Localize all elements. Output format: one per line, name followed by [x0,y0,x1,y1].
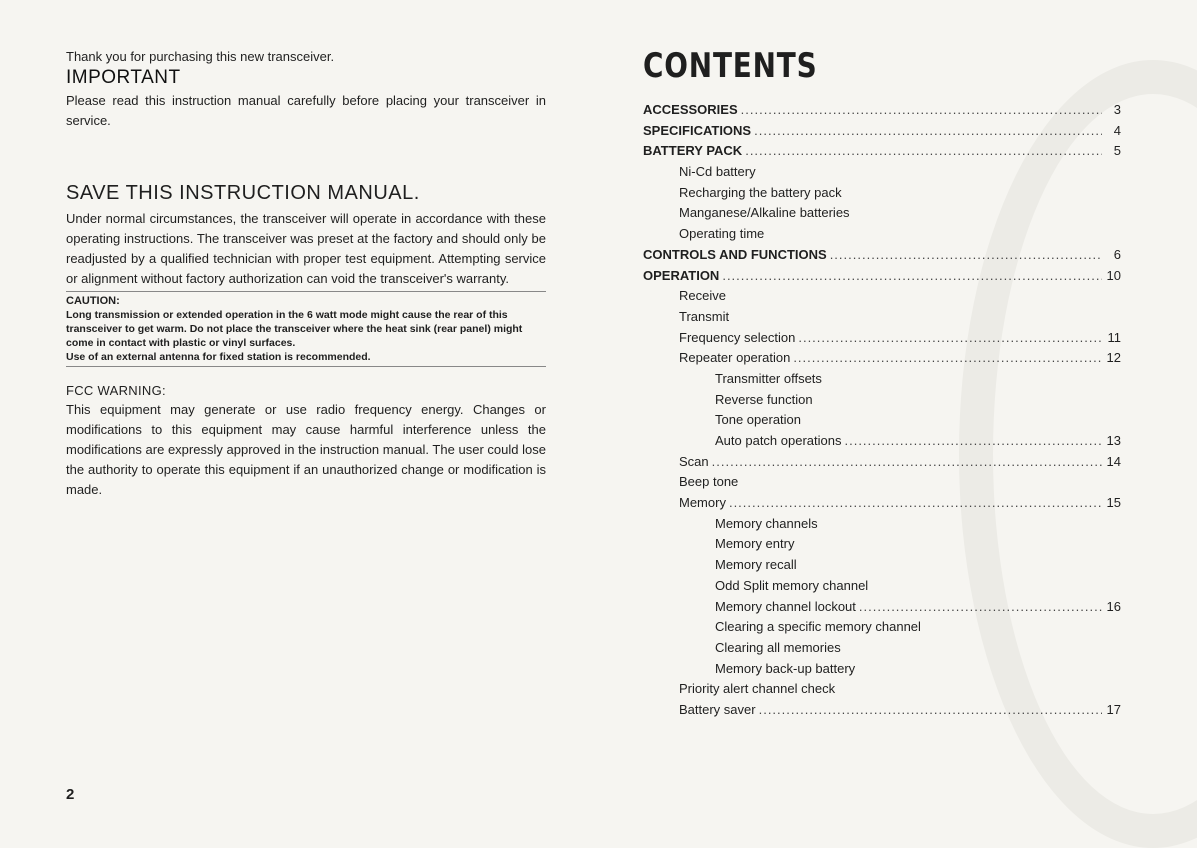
toc-entry [643,534,1121,555]
toc-entry-page: 17 [1106,701,1121,717]
toc-entry-page: 14 [1106,453,1121,469]
toc-entry [643,141,1121,162]
toc-entry-title: Odd Split memory channel [715,577,869,593]
contents-column [643,44,1121,721]
toc-entry-page: 6 [1113,246,1121,262]
toc-leader-dots [759,700,1102,721]
toc-entry-title: Clearing a specific memory channel [715,619,921,635]
toc-entry-title: SPECIFICATIONS [643,122,752,138]
toc-entry [643,390,1121,411]
fcc-text: This equipment may generate or use radio frequency energy. Changes or modifications to this equipment may cause harmful interference unless the modifications are expressly approved in the instruction manual. The user could lose the authority to operate this equipment if an unauthorized change or modification is made. [66,402,546,497]
toc-leader-dots [754,121,1102,142]
toc-entry-title: BATTERY PACK [643,143,743,159]
toc-entry-title: Priority alert channel check [679,681,836,697]
toc-leader-dots [830,245,1102,266]
caution-antenna-text: Use of an external antenna for fixed station is recommended. [66,351,371,363]
toc-entry-title: Manganese/Alkaline batteries [679,205,850,221]
toc-entry [643,307,1121,328]
toc-entry-title: Memory recall [715,557,797,573]
toc-entry-title: Ni-Cd battery [679,164,756,180]
toc-entry-title: Memory channels [715,515,818,531]
toc-entry [643,700,1121,721]
toc-entry-title: Tone operation [715,412,802,428]
toc-entry [643,638,1121,659]
toc-entry [643,431,1121,452]
important-text: Please read this instruction manual carefully before placing your transceiver in service. [66,93,546,128]
toc-entry-title: Repeater operation [679,350,791,366]
toc-entry [643,452,1121,473]
toc-entry [643,286,1121,307]
intro-text: Thank you for purchasing this new transceiver. [66,49,335,64]
toc-entry-title: Operating time [679,226,765,242]
toc-leader-dots [741,100,1102,121]
save-manual-text: Under normal circumstances, the transceiver will operate in accordance with these operating instructions. The transceiver was preset at the factory and should only be readjusted by a qualified technician with proper test equipment. Attempting service or alignment without factory authorization can void the transceiver's warranty. [66,211,546,286]
toc-entry [643,493,1121,514]
save-manual-heading: SAVE THIS INSTRUCTION MANUAL. [66,182,420,204]
toc-entry [643,679,1121,700]
toc-entry [643,245,1121,266]
toc-leader-dots [745,141,1102,162]
toc-entry [643,369,1121,390]
caution-text: Long transmission or extended operation in the 6 watt mode might cause the rear of this transceiver to get warm. Do not place the transceiver where the heat sink (rear panel) might come in contact with plastic or vinyl surfaces. [66,309,523,349]
toc-leader-dots [844,431,1102,452]
toc-entry-title: Battery saver [679,701,756,717]
toc-entry-title: Memory channel lockout [715,598,856,614]
caution-block [66,291,546,367]
toc-entry-title: Receive [679,288,726,304]
contents-heading: CONTENTS [643,46,818,86]
toc-entry-title: Scan [679,453,709,469]
toc-entry [643,162,1121,183]
toc-entry [643,514,1121,535]
contents-list [643,100,1121,721]
toc-entry-title: Memory back-up battery [715,660,856,676]
toc-entry-title: Transmitter offsets [715,370,822,386]
toc-entry-title: Memory [679,495,726,511]
toc-entry [643,348,1121,369]
toc-entry [643,266,1121,287]
caution-heading: CAUTION: [66,295,120,307]
fcc-heading: FCC WARNING: [66,383,166,398]
page-number: 2 [66,786,75,803]
toc-entry-title: Transmit [679,308,730,324]
toc-entry [643,100,1121,121]
toc-entry [643,203,1121,224]
toc-entry-page: 16 [1106,598,1121,614]
caution-divider [66,366,546,367]
toc-leader-dots [722,266,1102,287]
toc-entry-title: Recharging the battery pack [679,184,842,200]
toc-entry-title: Beep tone [679,474,739,490]
toc-entry-page: 12 [1106,350,1121,366]
toc-leader-dots [793,348,1102,369]
toc-entry-title: OPERATION [643,267,720,283]
toc-entry-page: 15 [1106,495,1121,511]
toc-leader-dots [729,493,1102,514]
toc-entry-title: Reverse function [715,391,813,407]
toc-entry [643,576,1121,597]
toc-leader-dots [712,452,1102,473]
toc-entry [643,597,1121,618]
toc-entry [643,555,1121,576]
toc-entry [643,224,1121,245]
toc-entry-title: Frequency selection [679,329,796,345]
toc-entry-title: Clearing all memories [715,639,841,655]
toc-entry-page: 13 [1106,433,1121,448]
toc-entry-title: CONTROLS AND FUNCTIONS [643,246,827,262]
toc-leader-dots [859,597,1102,618]
toc-entry [643,472,1121,493]
toc-entry [643,121,1121,142]
toc-entry-page: 3 [1113,102,1121,117]
toc-entry-page: 11 [1107,329,1121,345]
toc-entry-title: Auto patch operations [715,433,842,448]
toc-entry [643,328,1121,349]
toc-entry [643,659,1121,680]
left-column [66,49,546,500]
toc-entry-title: Memory entry [715,536,795,552]
toc-entry-title: ACCESSORIES [643,102,738,117]
toc-entry [643,183,1121,204]
important-heading: IMPORTANT [66,67,181,88]
toc-entry-page: 5 [1113,143,1121,159]
toc-entry [643,410,1121,431]
toc-entry [643,617,1121,638]
toc-entry-page: 4 [1113,122,1121,138]
toc-leader-dots [798,328,1102,349]
toc-entry-page: 10 [1106,267,1121,283]
